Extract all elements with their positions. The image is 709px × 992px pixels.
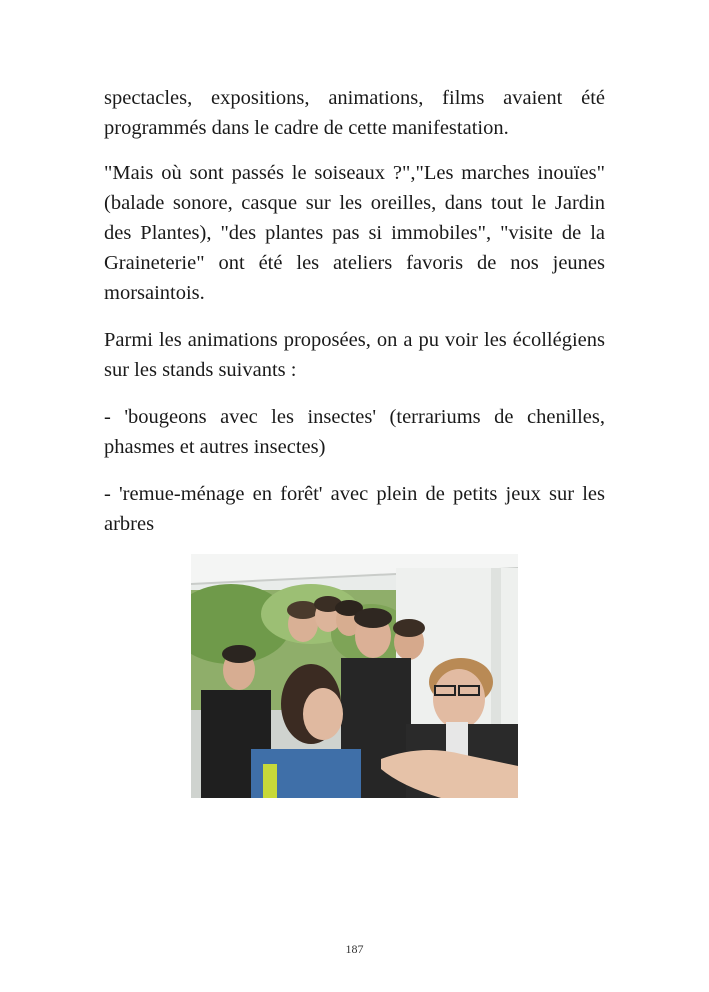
page-number: 187 [345, 942, 364, 956]
paragraph-stands-intro [104, 325, 605, 385]
paragraph-text: "Mais où sont passés le soiseaux ?","Les marches inouïes" (balade sonore, casque sur les oreilles, dans tout le Jardin des Plantes), "des plantes pas si immobiles", "visite de la Graineterie" ont été les ateliers favoris de nos jeunes morsaintois. [104, 162, 605, 304]
list-item-text: - 'bougeons avec les insectes' (terrariums de chenilles, phasmes et autres insectes) [104, 406, 605, 458]
list-item-insects [104, 402, 605, 462]
paragraph-text: Parmi les animations proposées, on a pu voir les écollégiens sur les stands suivants : [104, 329, 605, 381]
paragraph-intro [104, 83, 605, 143]
photo-students-at-stand [191, 554, 518, 798]
list-item-forest [104, 479, 605, 539]
paragraph-text: spectacles, expositions, animations, films avaient été programmés dans le cadre de cette manifestation. [104, 87, 605, 139]
paragraph-workshops [104, 158, 605, 308]
list-item-text: - 'remue-ménage en forêt' avec plein de petits jeux sur les arbres [104, 483, 605, 535]
